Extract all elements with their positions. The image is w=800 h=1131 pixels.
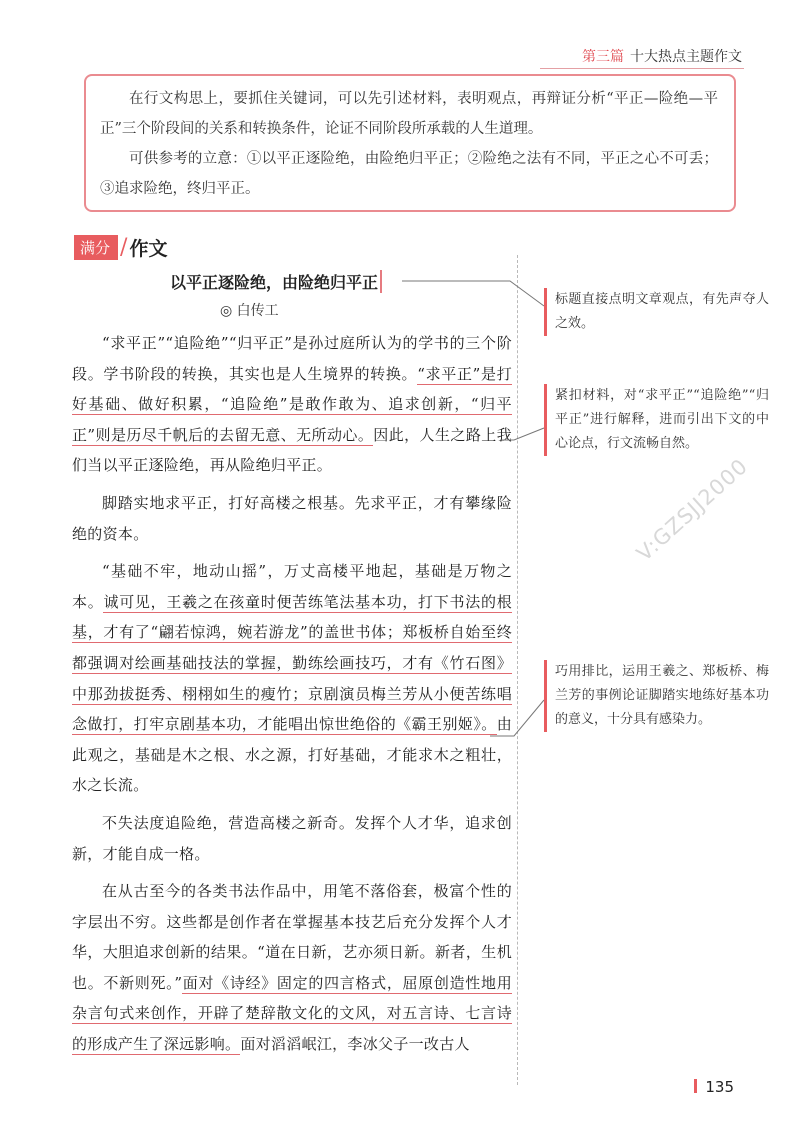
highlighted-text: “求平正”是打好基础、做好积累，“追险绝”是敢作敢为、追求创新，“归平正”则是历尽千帆后的去留无意、无所动心。 (72, 364, 513, 444)
section-title: 作文 (129, 238, 168, 260)
highlighted-text: 面对《诗经》固定的四言格式，屈原创造性地用杂言句式来创作，开辟了楚辞散文化的文风，对五言诗、七言诗的形成产生了深远影响。 (72, 973, 512, 1054)
paragraph-text: “求平正”“追险绝”“归平正”是孙过庭所认为的学书的三个阶段。学书阶段的转换，其实也是人生境界的转换。 (72, 334, 512, 383)
margin-note-2: 紧扣材料，对“求平正”“追险绝”“归平正”进行解释，进而引出下文的中心论点，行文流畅自然。 (544, 384, 769, 456)
leader-line-3 (490, 700, 544, 736)
chapter-title: 十大热点主题作文 (630, 49, 742, 65)
paragraph-text: 面对滔滔岷江，李冰父子一改古人 (240, 1035, 470, 1054)
margin-note-1: 标题直接点明文章观点，有先声夺人之效。 (544, 288, 769, 336)
page-number-text: 135 (705, 1078, 734, 1096)
page-marker-icon (694, 1079, 697, 1093)
watermark: V:GZSJJ2000 (632, 453, 753, 566)
paragraph-text: 因此，人生之路上我们当以平正逐险绝，再从险绝归平正。 (72, 425, 513, 475)
essay-title: 以平正逐险绝，由险绝归平正 (170, 270, 382, 293)
leader-line-2 (500, 428, 544, 440)
paragraph-text: 由此观之，基础是木之根、水之源，打好基础，才能求木之粗壮，水之长流。 (72, 715, 512, 795)
margin-note-3: 巧用排比，运用王羲之、郑板桥、梅兰芳的事例论证脚踏实地练好基本功的意义，十分具有感染力。 (544, 660, 769, 732)
theme-suggestions: 可供参考的立意：①以平正逐险绝，由险绝归平正；②险绝之法有不同，平正之心不可丢；③追求险绝，终归平正。 (100, 151, 718, 197)
essay-author: ◎ 白传工 (220, 303, 279, 319)
essay-paragraph: 不失法度追险绝，营造高楼之新奇。发挥个人才华，追求创新，才能自成一格。 (72, 813, 512, 863)
leader-line-1 (402, 281, 544, 306)
paragraph-text: “基础不牢，地动山摇”，万丈高楼平地起，基础是万物之本。 (72, 562, 512, 611)
part-label: 第三篇 (582, 49, 624, 65)
full-marks-tag: 满分 (74, 235, 118, 260)
highlighted-text: 诚可见，王羲之在孩童时便苦练笔法基本功，打下书法的根基，才有了“翩若惊鸿，婉若游龙”的盖世书体；郑板桥自始至终都强调对绘画基础技法的掌握，勤练绘画技巧，才有《竹石图》中那劲拔挺秀、栩栩如生的瘦竹；京剧演员梅兰芳从小便苦练唱念做打，打牢京剧基本功，才能唱出惊世绝俗的《霸王别姬》。 (72, 592, 512, 734)
paragraph-text: 在从古至今的各类书法作品中，用笔不落俗套，极富个性的字层出不穷。这些都是创作者在掌握基本技艺后充分发挥个人才华，大胆追求创新的结果。“道在日新，艺亦须日新。新者，生机也。不新则死。” (72, 882, 512, 992)
essay-paragraph: 脚踏实地求平正，打好高楼之根基。先求平正，才有攀缘险绝的资本。 (72, 493, 512, 543)
slash-divider-icon: / (120, 234, 128, 260)
tips-paragraph: 在行文构思上，要抓住关键词，可以先引述材料，表明观点，再辩证分析“平正—险绝—平正”三个阶段间的关系和转换条件，论证不同阶段所承载的人生道理。 (100, 91, 718, 137)
page-number (694, 1078, 734, 1096)
